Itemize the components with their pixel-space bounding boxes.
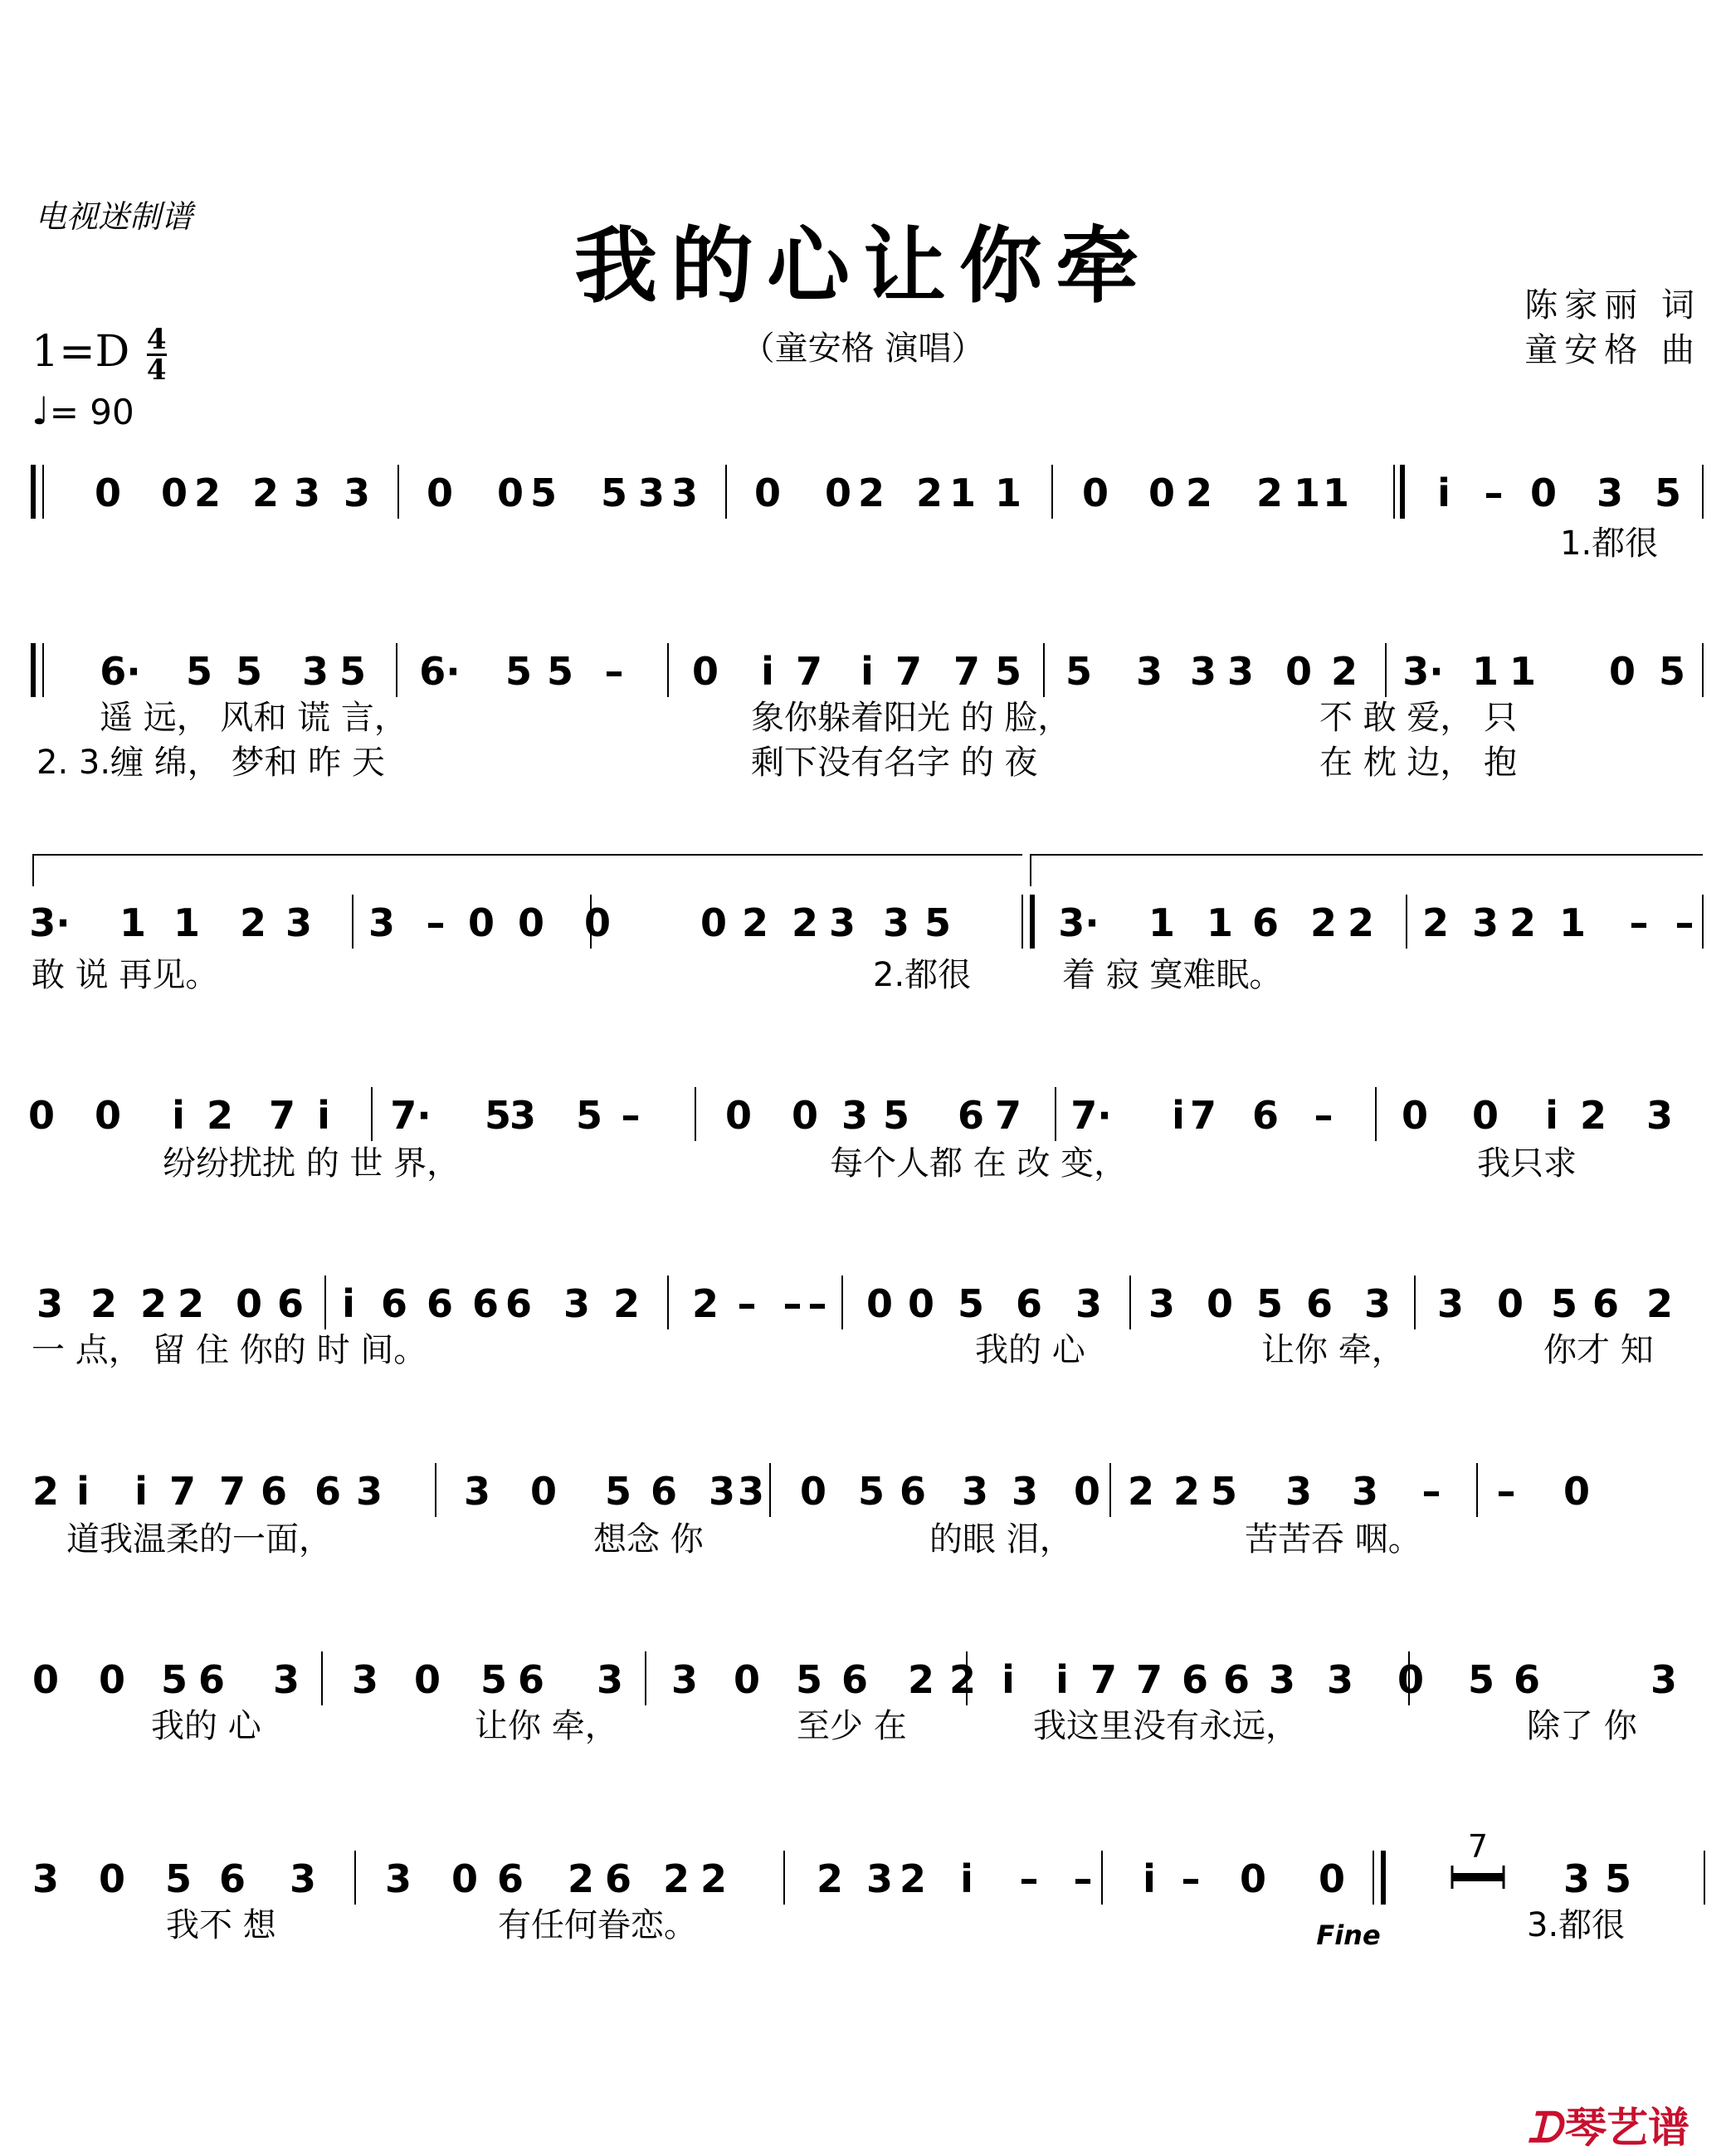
note: 5	[600, 471, 628, 515]
composer: 童安格 曲	[1524, 331, 1701, 369]
note: 1	[1206, 900, 1234, 945]
note: 5	[857, 1469, 885, 1514]
note: 3	[1011, 1469, 1039, 1514]
note: 7	[895, 649, 923, 694]
note: 3	[32, 1856, 60, 1901]
note: 3	[509, 1093, 537, 1138]
note: i	[960, 1856, 973, 1901]
note: 5	[505, 649, 533, 694]
lyric-line: 让你 牵，	[475, 1707, 618, 1745]
note: 5	[1210, 1469, 1238, 1514]
note: 5	[1467, 1657, 1495, 1702]
lyric-line: 象你躲着阳光 的 脸，	[751, 699, 1071, 737]
lyric-line: 除了 你	[1527, 1707, 1637, 1745]
note: 3	[384, 1856, 412, 1901]
note: 2	[1330, 649, 1358, 694]
note: 0	[700, 900, 728, 945]
note: 6	[260, 1469, 288, 1514]
lyric-line: 敢 说 再见。	[32, 956, 219, 994]
note: 5	[546, 649, 574, 694]
note: 3	[355, 1469, 383, 1514]
note: 0	[98, 1657, 126, 1702]
note: 3	[841, 1093, 869, 1138]
performer: （童安格 演唱）	[741, 329, 985, 368]
note: 7	[994, 1093, 1022, 1138]
lyric-line: 在 枕 边， 抱	[1319, 744, 1518, 782]
multi-rest-count: 7	[1467, 1828, 1489, 1865]
note: 3	[596, 1657, 624, 1702]
song-title: 我的心让你牵	[574, 217, 1152, 315]
note: –	[1181, 1856, 1201, 1901]
lyricist: 陈家丽 词	[1524, 286, 1701, 324]
note: 1	[119, 900, 147, 945]
note: 3	[828, 900, 856, 945]
note: –	[1314, 1093, 1334, 1138]
note: 5	[1065, 649, 1093, 694]
lyric-line: 不 敢 爱， 只	[1319, 699, 1518, 737]
note: 2	[662, 1856, 690, 1901]
note: 2	[1127, 1469, 1155, 1514]
note: 0	[32, 1657, 60, 1702]
note: i	[172, 1093, 185, 1138]
time-denominator: 4	[146, 354, 167, 387]
note: 2	[1347, 900, 1375, 945]
note: 3·	[1058, 900, 1099, 945]
note: 3	[961, 1469, 989, 1514]
lyric-line: 遥 远， 风和 谎 言，	[100, 699, 407, 737]
note: 3	[1268, 1657, 1296, 1702]
lyric-line: 我只求	[1477, 1144, 1577, 1183]
note: 6	[1251, 900, 1280, 945]
note: 3	[637, 471, 666, 515]
lyric-line: 剩下没有名字 的 夜	[751, 744, 1038, 782]
note: 2	[1579, 1093, 1607, 1138]
note: 2	[1509, 900, 1537, 945]
note: –	[1484, 471, 1504, 515]
brand-logo	[1528, 2095, 1690, 2154]
note: 2	[139, 1281, 168, 1326]
note: 6	[899, 1469, 927, 1514]
note: 3	[351, 1657, 379, 1702]
brand-name: 琴艺谱	[1565, 2104, 1689, 2152]
note: 2	[691, 1281, 719, 1326]
note: 0	[467, 900, 495, 945]
note: 2	[567, 1856, 595, 1901]
note: 2	[1173, 1469, 1201, 1514]
note: 6·	[419, 649, 461, 694]
note: –	[1496, 1469, 1516, 1514]
note: 0	[824, 471, 852, 515]
note: 3	[1650, 1657, 1678, 1702]
corner-note: 电视迷制谱	[35, 198, 193, 235]
note: 3	[1563, 1856, 1591, 1901]
note: 5	[480, 1657, 508, 1702]
note: 6	[1513, 1657, 1541, 1702]
note: 6	[650, 1469, 678, 1514]
note: 5	[484, 1093, 512, 1138]
note: 0	[907, 1281, 935, 1326]
note: 2	[1185, 471, 1213, 515]
note: 0	[1529, 471, 1558, 515]
note: 6	[1015, 1281, 1043, 1326]
note: –	[1421, 1469, 1441, 1514]
note: 6	[471, 1281, 500, 1326]
note: i	[1545, 1093, 1558, 1138]
note: 3	[1471, 900, 1499, 945]
note: i	[1143, 1856, 1156, 1901]
note: i	[317, 1093, 330, 1138]
note: 3	[301, 649, 329, 694]
note: 2	[907, 1657, 935, 1702]
lyric-line: 我的 心	[151, 1707, 261, 1745]
note: 3	[1135, 649, 1163, 694]
note: 5	[1658, 649, 1686, 694]
note: 7·	[1070, 1093, 1112, 1138]
note: 7	[168, 1469, 197, 1514]
note: 0	[1563, 1469, 1591, 1514]
note: 5	[924, 900, 952, 945]
note: 6	[1592, 1281, 1620, 1326]
note: 0	[94, 1093, 122, 1138]
note: 5	[604, 1469, 632, 1514]
note: 1	[1509, 649, 1537, 694]
note: 7	[268, 1093, 296, 1138]
note: 2	[741, 900, 769, 945]
lyric-line: 一 点， 留 住 你的 时 间。	[32, 1331, 427, 1369]
note: 0	[733, 1657, 761, 1702]
key-label: 1=D	[32, 327, 130, 377]
note: 6	[314, 1469, 342, 1514]
note: 3	[1285, 1469, 1313, 1514]
note: 0	[1148, 471, 1176, 515]
lyric-line: 你才 知	[1543, 1331, 1654, 1369]
note: –	[621, 1093, 641, 1138]
note: –	[807, 1281, 827, 1326]
note: 6	[276, 1281, 305, 1326]
note: 5	[185, 649, 213, 694]
note: 0	[1496, 1281, 1524, 1326]
time-numerator: 4	[146, 323, 167, 356]
note: 5	[1550, 1281, 1578, 1326]
note: 0	[691, 649, 719, 694]
note: i	[1002, 1657, 1015, 1702]
note: –	[604, 649, 624, 694]
note: 0	[426, 471, 454, 515]
note: 0	[799, 1469, 827, 1514]
note: 2	[193, 471, 222, 515]
note: 0	[1081, 471, 1109, 515]
note: 5	[1654, 471, 1682, 515]
note: 7	[1189, 1093, 1217, 1138]
lyric-line: 2. 3.缠 绵， 梦和 昨 天	[37, 744, 385, 782]
note: 0	[413, 1657, 441, 1702]
quarter-note-icon: ♩	[32, 388, 50, 433]
note: 1	[994, 471, 1022, 515]
note: 0	[517, 900, 545, 945]
note: 5	[164, 1856, 193, 1901]
note: 2	[206, 1093, 234, 1138]
note: 0	[1608, 649, 1636, 694]
note: 2	[816, 1856, 844, 1901]
note: 3	[563, 1281, 591, 1326]
note: 2	[251, 471, 280, 515]
note: 6	[1222, 1657, 1251, 1702]
lyric-line: 苦苦吞 咽。	[1245, 1520, 1421, 1558]
note: 3	[1351, 1469, 1379, 1514]
note: 0	[1318, 1856, 1346, 1901]
lyric-line: 每个人都 在 改 变，	[830, 1144, 1128, 1183]
note: 5	[529, 471, 558, 515]
note: 2	[1646, 1281, 1674, 1326]
note: 6	[197, 1657, 226, 1702]
note: 3	[1363, 1281, 1392, 1326]
note: i	[134, 1469, 148, 1514]
note: 2	[700, 1856, 728, 1901]
note: 0	[496, 471, 524, 515]
lyric-line: 着 寂 寞难眠。	[1062, 956, 1283, 994]
lyric-line: 3.都很	[1527, 1906, 1626, 1944]
note: 2	[177, 1281, 205, 1326]
note: 2	[1255, 471, 1284, 515]
note: 3	[368, 900, 396, 945]
note: 7	[218, 1469, 246, 1514]
note: 6	[1251, 1093, 1280, 1138]
note: 5	[1604, 1856, 1632, 1901]
note: 0	[1206, 1281, 1234, 1326]
note: 5	[795, 1657, 823, 1702]
note: 2	[32, 1469, 60, 1514]
note: 1	[1471, 649, 1499, 694]
note: 1	[173, 900, 201, 945]
note: 3	[737, 1469, 765, 1514]
note: i	[1056, 1657, 1069, 1702]
note: 5	[575, 1093, 603, 1138]
note: 2	[899, 1856, 927, 1901]
note: 6	[604, 1856, 632, 1901]
note: 3	[1226, 649, 1255, 694]
note: 2	[90, 1281, 118, 1326]
note: 3	[882, 900, 910, 945]
note: i	[861, 649, 874, 694]
note: 2	[948, 1657, 977, 1702]
note: 1	[1558, 900, 1587, 945]
note: 2	[612, 1281, 641, 1326]
lyric-line: 纷纷扰扰 的 世 界，	[163, 1144, 461, 1183]
note: 3	[463, 1469, 491, 1514]
note: 6·	[100, 649, 141, 694]
note: 6	[496, 1856, 524, 1901]
lyric-line: 想念 你	[593, 1520, 704, 1558]
note: –	[1073, 1856, 1093, 1901]
note: 2	[857, 471, 885, 515]
note: 3	[865, 1856, 894, 1901]
note: 0	[1073, 1469, 1101, 1514]
note: 1	[948, 471, 977, 515]
note: 5	[235, 649, 263, 694]
lyric-line: 我不 想	[166, 1906, 276, 1944]
note: 6	[505, 1281, 533, 1326]
note: 7	[1090, 1657, 1118, 1702]
score-systems	[28, 471, 1694, 1901]
note: 3	[1596, 471, 1624, 515]
note: 3	[1646, 1093, 1674, 1138]
note: 3	[1075, 1281, 1103, 1326]
note: 5	[882, 1093, 910, 1138]
note: 0	[724, 1093, 753, 1138]
brand-mark-icon: ᗪ	[1527, 2104, 1562, 2152]
note: i	[1437, 471, 1451, 515]
note: 0	[753, 471, 782, 515]
note: 0	[98, 1856, 126, 1901]
lyric-line: 我这里没有永远，	[1033, 1707, 1299, 1745]
note: 2	[1309, 900, 1338, 945]
lyric-line: 道我温柔的一面，	[66, 1520, 332, 1558]
note: i	[76, 1469, 90, 1514]
note: 3	[343, 471, 371, 515]
lyric-line: 2.都很	[873, 956, 972, 994]
note: 6	[218, 1856, 246, 1901]
note: 0	[791, 1093, 819, 1138]
note: 3	[1436, 1281, 1465, 1326]
note: 3·	[29, 900, 71, 945]
fine-marking: Fine	[1316, 1919, 1381, 1951]
note: 5	[1255, 1281, 1284, 1326]
tempo-value: = 90	[49, 392, 134, 432]
note: 7	[953, 649, 981, 694]
note: 3	[670, 1657, 699, 1702]
note: 6	[1181, 1657, 1209, 1702]
note: –	[426, 900, 446, 945]
note: i	[761, 649, 774, 694]
note: 0	[1285, 649, 1313, 694]
lyric-line: 让你 牵，	[1261, 1331, 1405, 1369]
note: 3	[708, 1469, 736, 1514]
note: 7	[795, 649, 823, 694]
note: 0	[865, 1281, 894, 1326]
note: 3	[289, 1856, 317, 1901]
note: 6	[426, 1281, 454, 1326]
note: 0	[451, 1856, 479, 1901]
lyric-line: 的眼 泪，	[929, 1520, 1073, 1558]
lyric-line: 1.都很	[1560, 524, 1659, 563]
lyric-line: 有任何眷恋。	[498, 1906, 697, 1944]
note: i	[1172, 1093, 1185, 1138]
note: –	[1629, 900, 1649, 945]
note: 1	[1322, 471, 1350, 515]
note: 5	[957, 1281, 985, 1326]
note: 3	[1326, 1657, 1354, 1702]
note: 7	[1135, 1657, 1163, 1702]
note: 0	[160, 471, 188, 515]
note: –	[783, 1281, 802, 1326]
note: 1	[1293, 471, 1321, 515]
note: 0	[583, 900, 612, 945]
note: 3	[670, 471, 699, 515]
note: 5	[160, 1657, 188, 1702]
note: 3	[1189, 649, 1217, 694]
note: –	[1675, 900, 1694, 945]
note: 6	[841, 1657, 869, 1702]
note: 6	[517, 1657, 545, 1702]
note: 3	[1148, 1281, 1176, 1326]
score-labels	[32, 524, 1658, 1951]
note: 0	[1471, 1093, 1499, 1138]
note: 2	[1421, 900, 1450, 945]
note: 3	[285, 900, 313, 945]
note: 0	[1397, 1657, 1425, 1702]
note: 2	[791, 900, 819, 945]
note: 2	[915, 471, 943, 515]
note: 5	[994, 649, 1022, 694]
note: 0	[27, 1093, 56, 1138]
note: 0	[235, 1281, 263, 1326]
lyric-line: 至少 在	[797, 1707, 907, 1745]
note: 6	[380, 1281, 408, 1326]
note: i	[342, 1281, 355, 1326]
note: 7·	[390, 1093, 432, 1138]
note: 6	[1305, 1281, 1334, 1326]
note: 3	[293, 471, 321, 515]
note: 3·	[1402, 649, 1444, 694]
note: 3	[272, 1657, 300, 1702]
note: 0	[1401, 1093, 1429, 1138]
lyric-line: 我的 心	[975, 1331, 1085, 1369]
note: 2	[239, 900, 267, 945]
note: 5	[339, 649, 367, 694]
note: –	[1019, 1856, 1039, 1901]
note: 3	[36, 1281, 64, 1326]
note: 0	[94, 471, 122, 515]
note: 6	[957, 1093, 985, 1138]
note: 0	[1239, 1856, 1267, 1901]
note: –	[737, 1281, 757, 1326]
note: 0	[529, 1469, 558, 1514]
note: 1	[1148, 900, 1176, 945]
